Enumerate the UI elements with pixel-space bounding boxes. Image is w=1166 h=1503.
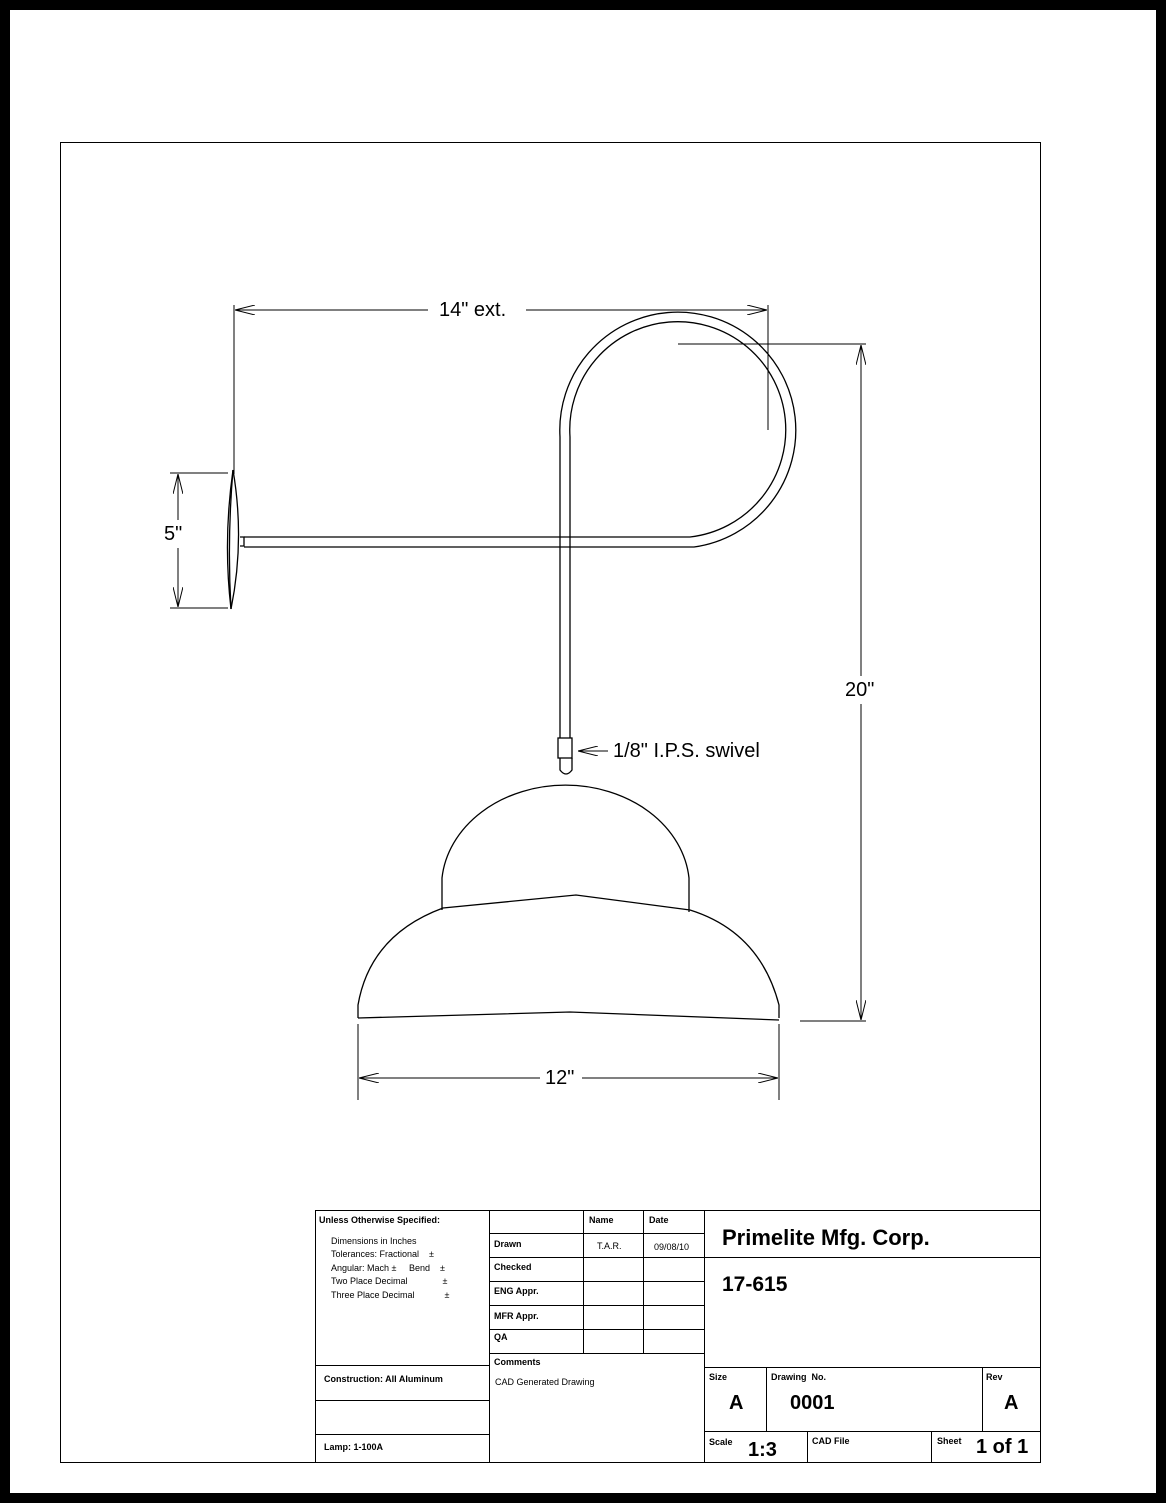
scale-value: 1:3 (748, 1439, 777, 1461)
wall-canopy (227, 470, 244, 609)
spec-line: Dimensions in Inches (331, 1236, 417, 1246)
name-column-header: Name (589, 1215, 614, 1225)
approval-row-label: ENG Appr. (494, 1286, 539, 1296)
approval-row-label: Checked (494, 1262, 532, 1272)
size-label: Size (709, 1372, 728, 1382)
size-value: A (729, 1392, 744, 1414)
sheet-label: Sheet (937, 1436, 962, 1446)
construction-note: Construction: All Aluminum (324, 1374, 443, 1384)
part-number: 17-615 (722, 1273, 788, 1296)
swivel-callout-label: 1/8" I.P.S. swivel (613, 740, 760, 762)
drawing-no-label: Drawing No. (771, 1372, 827, 1382)
overall-height-dimension-label: 20" (845, 679, 875, 701)
shade-width-dimension-label: 12" (545, 1067, 575, 1089)
specs-heading: Unless Otherwise Specified: (319, 1215, 441, 1225)
drawing-no-value: 0001 (790, 1392, 835, 1414)
approval-row-date: 09/08/10 (654, 1242, 690, 1252)
approval-row-label: QA (494, 1332, 508, 1342)
canopy-height-dimension-label: 5" (164, 523, 183, 545)
rev-value: A (1004, 1392, 1019, 1414)
date-column-header: Date (649, 1215, 669, 1225)
lamp-shade (358, 785, 779, 1020)
scale-label: Scale (709, 1437, 733, 1447)
spec-line: Angular: Mach ± Bend ± (331, 1263, 445, 1273)
company-name: Primelite Mfg. Corp. (722, 1225, 930, 1250)
sheet-value: 1 of 1 (976, 1436, 1029, 1458)
approval-row-label: MFR Appr. (494, 1311, 539, 1321)
cad-file-label: CAD File (812, 1436, 850, 1446)
swivel-fitting (558, 738, 572, 774)
comments-label: Comments (494, 1357, 541, 1367)
rev-label: Rev (986, 1372, 1003, 1382)
lamp-note: Lamp: 1-100A (324, 1442, 384, 1452)
approval-row-label: Drawn (494, 1239, 522, 1249)
spec-line: Two Place Decimal ± (331, 1276, 448, 1286)
comments-text: CAD Generated Drawing (495, 1377, 595, 1387)
spec-line: Tolerances: Fractional ± (331, 1249, 434, 1259)
extension-dimension-label: 14" ext. (439, 299, 507, 321)
approval-row-name: T.A.R. (597, 1241, 622, 1251)
spec-line: Three Place Decimal ± (331, 1290, 450, 1300)
lamp-arm (244, 312, 796, 738)
dimension-lines (170, 305, 866, 1100)
